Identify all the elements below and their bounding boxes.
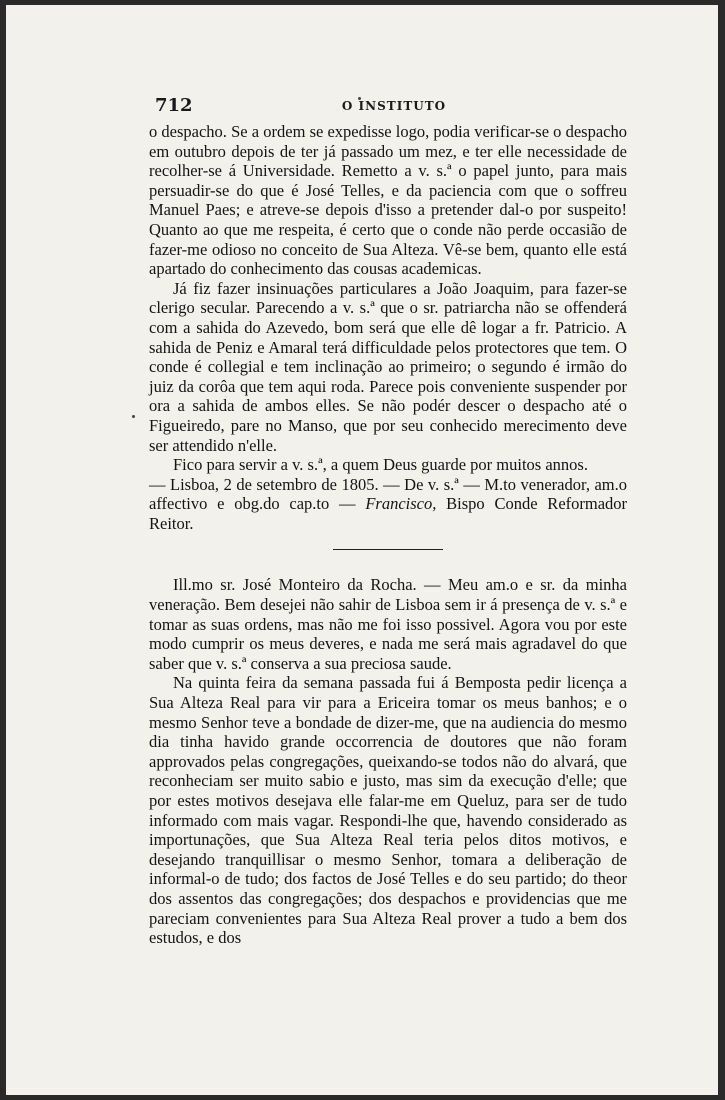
letter1-paragraph: o despacho. Se a ordem se expedisse logo, podia verificar-se o despacho em outubro depois de ter já passado um mez, e ter elle necessidade de recolher-se á Universidade. Remetto a v. s.ª o papel junto, para mais persuadir-se do que é José Telles, e da paciencia com que o soffreu Manuel Paes; e atreve-se depois d'isso a pretender dal-o por suspeito! Quanto ao que me respeita, é certo que o conde não perde occasião de fazer-me odioso no conceito de Sua Alteza. Vê-se bem, quanto elle está apartado do conhecimento das cousas academicas. (149, 122, 627, 279)
running-title: O INSTITUTO (341, 99, 447, 113)
section-divider (333, 549, 443, 550)
closing-end: Bispo Conde Reformador Reitor. (149, 494, 628, 533)
signature: Francisco, (365, 494, 437, 514)
letter2-paragraph: Ill.mo sr. José Monteiro da Rocha. — Meu am.o e sr. da minha veneração. Bem desejei não sahir de Lisboa sem ir á presença de v. s.ª e tomar as suas ordens, mas não me foi isso possivel. Agora vou por este modo cumprir os meus deveres, e nada me será mais agradavel do que saber que v. s.ª conserva a sua preciosa saude. (149, 575, 627, 673)
page-header (155, 95, 633, 119)
page-number: 712 (155, 95, 193, 116)
letter2-paragraph: Na quinta feira da semana passada fui á Bemposta pedir licença a Sua Alteza Real para vir para a Ericeira tomar os meus banhos; e o mesmo Senhor teve a bondade de dizer-me, que na audiencia do mesmo dia tinha havido grande occorrencia de doutores que não foram approvados pelas congregações, queixando-se todos não do alvará, que reconheciam ser muito sabio e justo, mas sim da execução d'elle; que por estes motivos desejava elle falar-me em Queluz, para ser de tudo informado com mais vagar. Respondi-lhe que, havendo considerado as importunações, que Sua Alteza Real teria pelos ditos motivos, e desejando tranquillisar o mesmo Senhor, tomara a deliberação de informal-o de tudo; dos factos de José Telles e do seu partido; do theor dos assentos das congregações; dos despachos e providencias que me pareciam convenientes para Sua Alteza Real prover a tudo a bem dos estudos, e dos (149, 673, 627, 948)
closing-text: — Lisboa, 2 de setembro de 1805. — De v. s.ª — M.to venerador, am.o affectivo e obg.do cap.to — (149, 474, 627, 514)
letter1-paragraph: Fico para servir a v. s.ª, a quem Deus guarde por muitos annos. (173, 455, 588, 475)
document-body (149, 122, 627, 948)
letter1-closing (149, 475, 627, 534)
letter1-paragraph: Já fiz fazer insinuações particulares a João Joaquim, para fazer-se clerigo secular. Parecendo a v. s.ª que o sr. patriarcha não se offenderá com a sahida do Azevedo, bom será que elle dê logar a fr. Patricio. A sahida de Peniz e Amaral terá difficuldade pelos protectores que tem. O conde é collegial e tem inclinação ao primeiro; o segundo é irmão do juiz da corôa que tem aqui roda. Parece pois conveniente suspender por ora a sahida de ambos elles. Se não podér descer o despacho até o Figueiredo, pare no Manso, que por seu conhecido merecimento deve ser attendido n'elle. (149, 278, 627, 455)
speck-mark (132, 415, 135, 418)
